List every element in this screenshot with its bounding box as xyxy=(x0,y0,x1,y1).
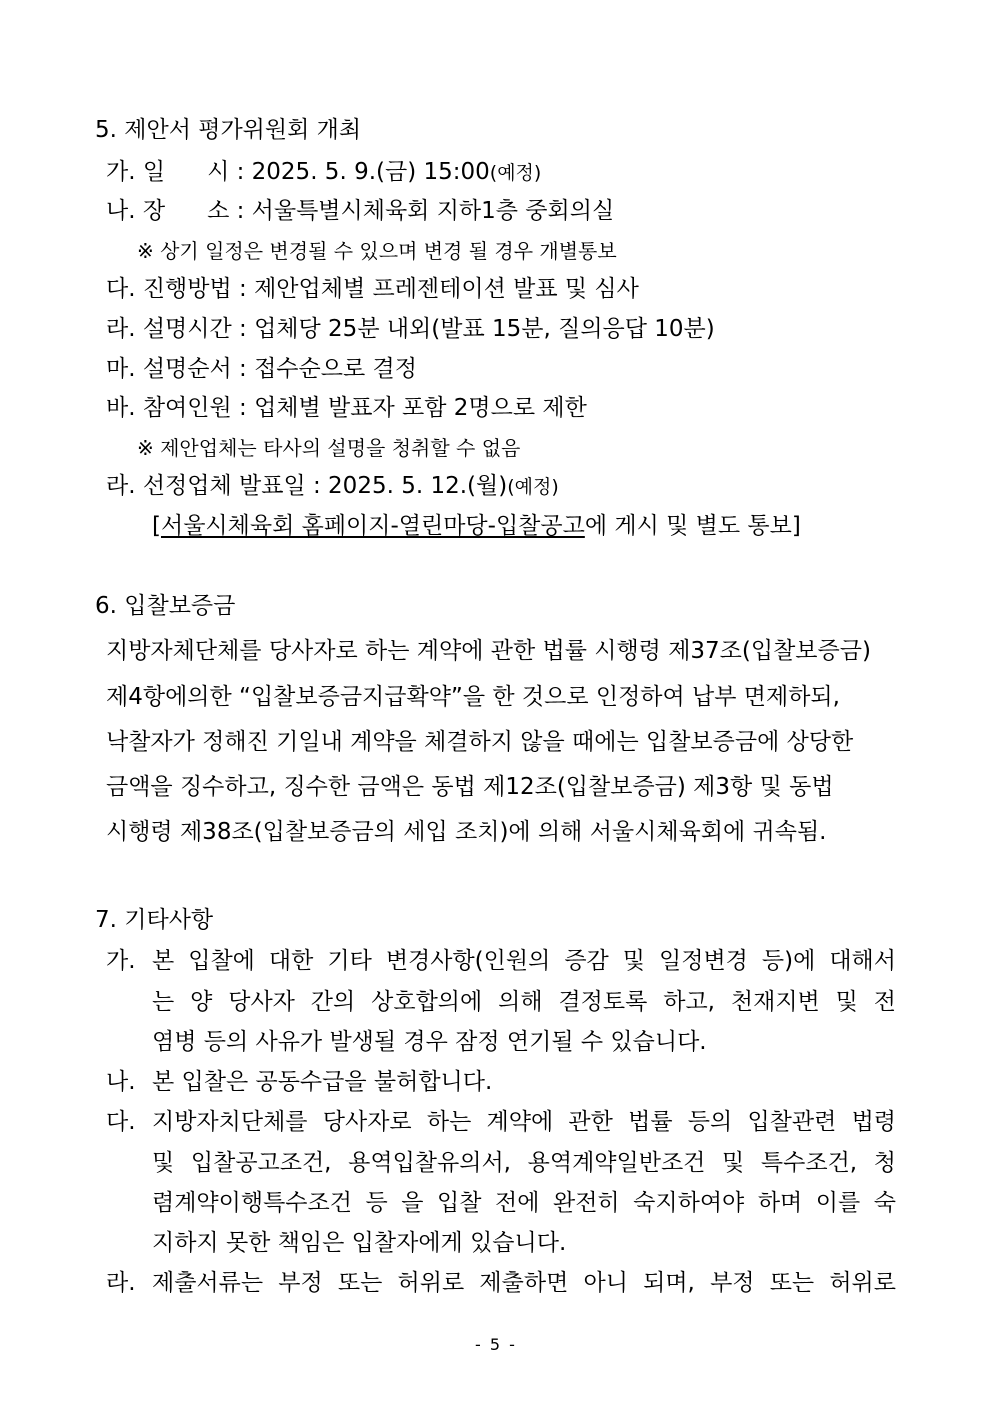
notice-posting xyxy=(152,510,801,542)
misc-da-line-2: 및 입찰공고조건, 용역입찰유의서, 용역계약일반조건 및 특수조건, 청 xyxy=(152,1150,896,1176)
misc-na-label: 나. xyxy=(106,1069,136,1095)
item-place-value: 서울특별시체육회 지하1층 중회의실 xyxy=(251,198,615,224)
section-7-heading: 7. 기타사항 xyxy=(95,907,214,933)
item-place-label: 나. 장 xyxy=(106,198,166,224)
item-place-label2: 소 : xyxy=(207,198,245,224)
item-presentation-time: 라. 설명시간 : 업체당 25분 내외(발표 15분, 질의응답 10분) xyxy=(106,316,715,342)
note-schedule-change: ※ 상기 일정은 변경될 수 있으며 변경 될 경우 개별통보 xyxy=(137,239,617,263)
section-6-heading: 6. 입찰보증금 xyxy=(95,593,236,619)
item-announcement-text: 라. 선정업체 발표일 : 2025. 5. 12.(월) xyxy=(106,473,508,499)
item-place xyxy=(106,195,614,227)
item-schedule-label2: 시 : xyxy=(207,159,245,185)
misc-ra-line-1: 제출서류는 부정 또는 허위로 제출하면 아니 되며, 부정 또는 허위로 xyxy=(152,1270,896,1296)
item-attendees: 바. 참여인원 : 업체별 발표자 포함 2명으로 제한 xyxy=(106,395,587,421)
misc-da-label: 다. xyxy=(106,1109,136,1135)
notice-rest: 에 게시 및 별도 통보] xyxy=(584,513,801,539)
misc-ra-label: 라. xyxy=(106,1270,136,1296)
item-presentation-order: 마. 설명순서 : 접수순으로 결정 xyxy=(106,356,417,382)
item-schedule-label: 가. 일 xyxy=(106,159,166,185)
item-announcement-date xyxy=(106,470,559,503)
item-schedule-value: 2025. 5. 9.(금) 15:00 xyxy=(251,159,490,185)
item-announcement-tail: (예정) xyxy=(507,476,559,498)
section-5-heading: 5. 제안서 평가위원회 개최 xyxy=(95,117,362,143)
deposit-line-5: 시행령 제38조(입찰보증금의 세입 조치)에 의해 서울시체육회에 귀속됨. xyxy=(106,819,827,845)
misc-da-line-4: 지하지 못한 책임은 입찰자에게 있습니다. xyxy=(152,1230,567,1256)
misc-da-line-1: 지방자치단체를 당사자로 하는 계약에 관한 법률 등의 입찰관련 법령 xyxy=(152,1109,896,1135)
deposit-line-2: 제4항에의한 “입찰보증금지급확약”을 한 것으로 인정하여 납부 면제하되, xyxy=(106,684,840,710)
deposit-line-3: 낙찰자가 정해진 기일내 계약을 체결하지 않을 때에는 입찰보증금에 상당한 xyxy=(106,729,854,755)
item-schedule xyxy=(106,156,541,189)
misc-da-line-3: 렴계약이행특수조건 등 을 입찰 전에 완전히 숙지하여야 하며 이를 숙 xyxy=(152,1190,896,1216)
deposit-line-1: 지방자체단체를 당사자로 하는 계약에 관한 법률 시행령 제37조(입찰보증금) xyxy=(106,638,871,664)
item-procedure: 다. 진행방법 : 제안업체별 프레젠테이션 발표 및 심사 xyxy=(106,276,639,302)
misc-ga-line-2: 는 양 당사자 간의 상호합의에 의해 결정토록 하고, 천재지변 및 전 xyxy=(152,989,896,1015)
misc-ga-label: 가. xyxy=(106,948,136,974)
notice-homepage-link[interactable]: 서울시체육회 홈페이지-열린마당-입찰공고 xyxy=(160,513,585,539)
notice-bracket: [ xyxy=(152,513,161,539)
note-no-observation: ※ 제안업체는 타사의 설명을 청취할 수 없음 xyxy=(137,436,521,460)
item-schedule-tail: (예정) xyxy=(489,162,542,184)
misc-na-line-1: 본 입찰은 공동수급을 불허합니다. xyxy=(152,1069,493,1095)
misc-ga-line-3: 염병 등의 사유가 발생될 경우 잠정 연기될 수 있습니다. xyxy=(152,1029,707,1055)
page-number: - 5 - xyxy=(475,1335,517,1354)
misc-ga-line-1: 본 입찰에 대한 기타 변경사항(인원의 증감 및 일정변경 등)에 대해서 xyxy=(152,948,896,974)
deposit-line-4: 금액을 징수하고, 징수한 금액은 동법 제12조(입찰보증금) 제3항 및 동법 xyxy=(106,774,834,800)
